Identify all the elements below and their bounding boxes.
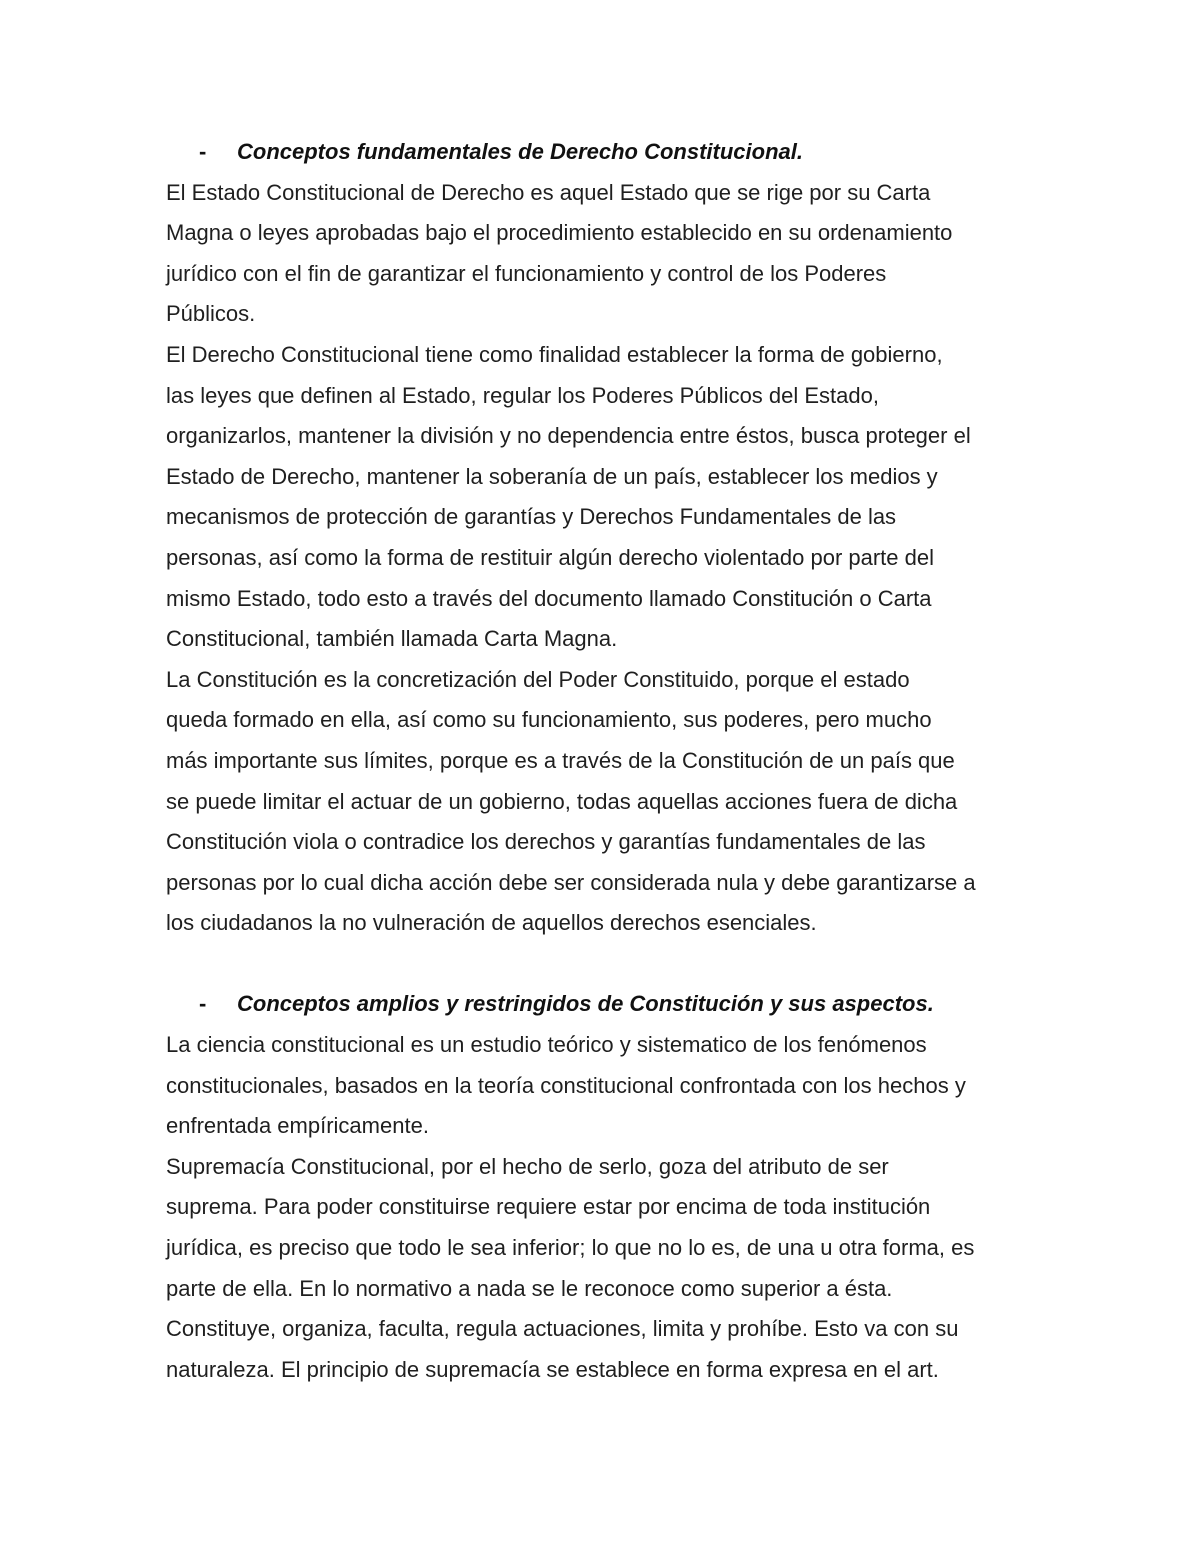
text-line: Públicos. xyxy=(166,301,256,327)
text-line: suprema. Para poder constituirse requiere estar por encima de toda institución xyxy=(166,1194,931,1220)
section-heading-1 xyxy=(166,132,1046,173)
text-line: mecanismos de protección de garantías y Derechos Fundamentales de las xyxy=(166,504,897,530)
text-line: organizarlos, mantener la división y no dependencia entre éstos, busca proteger el xyxy=(166,423,971,449)
section-heading-2 xyxy=(166,984,1046,1025)
document-body xyxy=(166,132,1046,1390)
text-line: enfrentada empíricamente. xyxy=(166,1113,429,1139)
text-line: jurídico con el fin de garantizar el funcionamiento y control de los Poderes xyxy=(166,260,887,286)
section-1-paragraphs xyxy=(166,173,1046,944)
text-line: constitucionales, basados en la teoría constitucional confrontada con los hechos y xyxy=(166,1072,966,1098)
text-line: queda formado en ella, así como su funcionamiento, sus poderes, pero mucho xyxy=(166,707,932,733)
text-line: Magna o leyes aprobadas bajo el procedimiento establecido en su ordenamiento xyxy=(166,220,953,246)
text-line: más importante sus límites, porque es a través de la Constitución de un país que xyxy=(166,747,955,773)
text-line: parte de ella. En lo normativo a nada se le reconoce como superior a ésta. xyxy=(166,1275,893,1301)
text-line: El Estado Constitucional de Derecho es aquel Estado que se rige por su Carta xyxy=(166,179,931,205)
text-line: Constitución viola o contradice los derechos y garantías fundamentales de las xyxy=(166,829,926,855)
section-title: Conceptos fundamentales de Derecho Constitucional. xyxy=(237,139,803,164)
blank-line xyxy=(166,944,1046,985)
text-line: La Constitución es la concretización del Poder Constituido, porque el estado xyxy=(166,666,910,692)
section-title: Conceptos amplios y restringidos de Constitución y sus aspectos. xyxy=(237,991,934,1017)
text-line: personas, así como la forma de restituir algún derecho violentado por parte del xyxy=(166,544,934,570)
text-line: las leyes que definen al Estado, regular los Poderes Públicos del Estado, xyxy=(166,382,879,408)
text-line: los ciudadanos la no vulneración de aquellos derechos esenciales. xyxy=(166,910,817,936)
text-line: Constituye, organiza, faculta, regula actuaciones, limita y prohíbe. Esto va con su xyxy=(166,1316,959,1342)
bullet-dash: - xyxy=(199,139,207,164)
text-line: naturaleza. El principio de supremacía se establece en forma expresa en el art. xyxy=(166,1356,939,1382)
section-2-paragraphs xyxy=(166,1025,1046,1390)
text-line: El Derecho Constitucional tiene como finalidad establecer la forma de gobierno, xyxy=(166,341,943,367)
text-line: Supremacía Constitucional, por el hecho de serlo, goza del atributo de ser xyxy=(166,1153,889,1179)
text-line: mismo Estado, todo esto a través del documento llamado Constitución o Carta xyxy=(166,585,932,611)
text-line: se puede limitar el actuar de un gobierno, todas aquellas acciones fuera de dicha xyxy=(166,788,958,814)
text-line: Constitucional, también llamada Carta Magna. xyxy=(166,626,618,652)
text-line: personas por lo cual dicha acción debe ser considerada nula y debe garantizarse a xyxy=(166,869,976,895)
bullet-dash: - xyxy=(199,991,207,1017)
text-line: jurídica, es preciso que todo le sea inferior; lo que no lo es, de una u otra forma, es xyxy=(166,1235,975,1261)
text-line: Estado de Derecho, mantener la soberanía de un país, establecer los medios y xyxy=(166,463,938,489)
text-line: La ciencia constitucional es un estudio teórico y sistematico de los fenómenos xyxy=(166,1032,927,1058)
